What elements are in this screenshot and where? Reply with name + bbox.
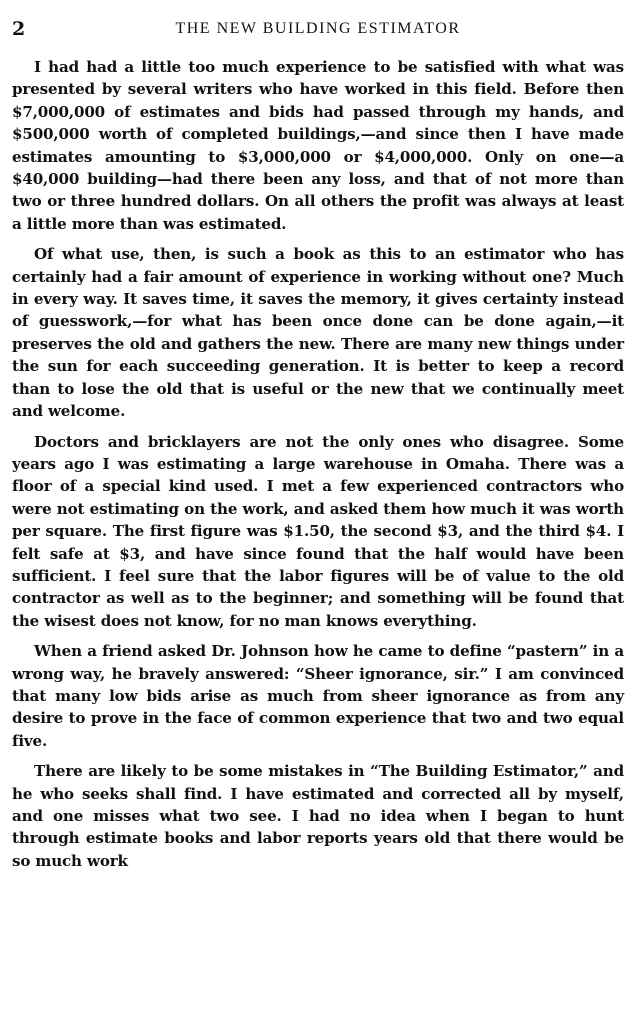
paragraph-experience: I had had a little too much experience to be satisfied with what was presented by several writers who have worked in this field. Before then $7,000,000 of estimates and bids had passed through my hands, and $500,000 worth of completed buildings,—and since then I have made estimates amounting to $3,000,000 or $4,000,000. Only on one—a $40,000 building—had there been any loss, and that of not more than two or three hundred dollars. On all others the profit was always at least a little more than was estimated. bbox=[12, 58, 624, 233]
book-title: THE NEW BUILDING ESTIMATOR bbox=[175, 20, 461, 37]
paragraph-mistakes: There are likely to be some mistakes in “The Building Estimator,” and he who seeks shall find. I have estimated and corrected all by myself, and one misses what two see. I had no idea when I began to hunt through estimate books and labor reports years old that there would be so much work bbox=[12, 762, 624, 870]
body-text bbox=[12, 56, 624, 872]
paragraph-use-of-book: Of what use, then, is such a book as this to an estimator who has certainly had a fair amount of experience in working without one? Much in every way. It saves time, it saves the memory, it gives certainty instead of guesswork,—for what has been once done can be done again,—it preserves the old and gathers the new. There are many new things under the sun for each succeeding generation. It is better to keep a record than to lose the old that is useful or the new that we continually meet and welcome. bbox=[12, 245, 624, 421]
book-page bbox=[12, 0, 624, 1028]
page-number: 2 bbox=[12, 18, 26, 40]
running-head bbox=[12, 14, 624, 44]
paragraph-disagreement: Doctors and bricklayers are not the only ones who disagree. Some years ago I was estimating a large warehouse in Omaha. There was a floor of a special kind used. I met a few experienced contractors who were not estimating on the work, and asked them how much it was worth per square. The first figure was $1.50, the second $3, and the third $4. I felt safe at $3, and have since found that the half would have been sufficient. I feel sure that the labor figures will be of value to the old contractor as well as to the beginner; and something will be found that the wisest does not know, for no man knows everything. bbox=[12, 432, 624, 630]
paragraph-ignorance: When a friend asked Dr. Johnson how he came to define “pastern” in a wrong way, he bravely answered: “Sheer ignorance, sir.” I am convinced that many low bids arise as much from sheer ignorance as from any desire to prove in the face of common experience that two and two equal five. bbox=[12, 642, 624, 750]
